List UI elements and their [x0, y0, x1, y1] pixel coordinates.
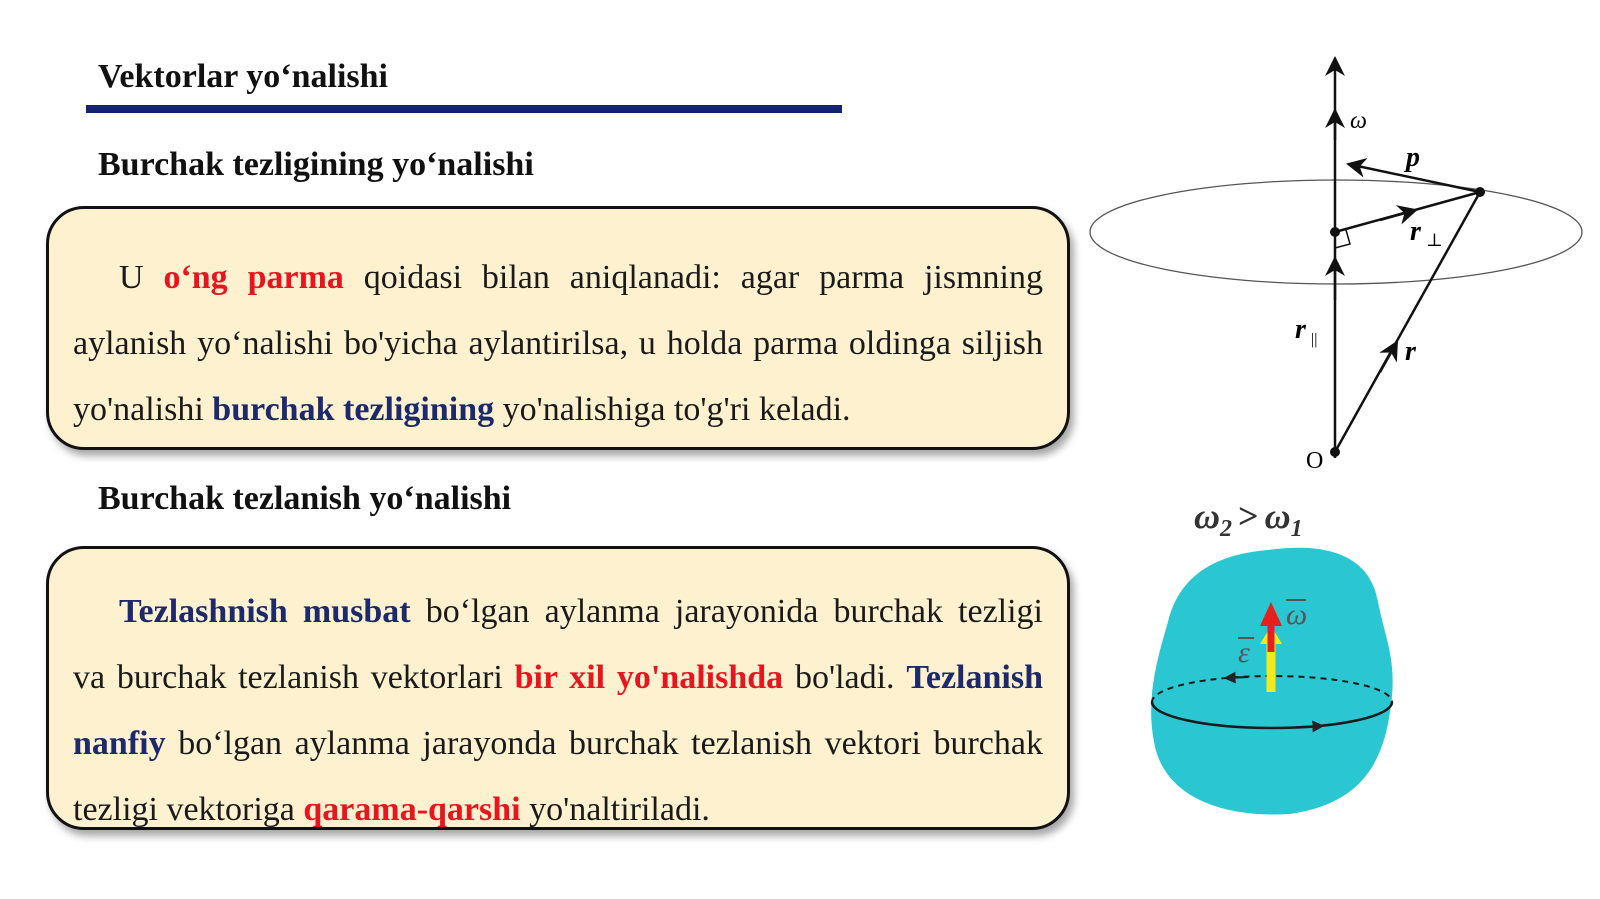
sphere-diagram: [1150, 492, 1440, 832]
paragraph-text: bo‘lgan aylanma jarayonda burchak tezlanish vektori burchak tezligi vektoriga: [73, 725, 1043, 828]
angular-velocity-box: [46, 206, 1070, 450]
r-perp-subscript: ⊥: [1426, 230, 1443, 250]
page-title: Vektorlar yo‘nalishi: [98, 58, 388, 95]
section-heading-angular-velocity: Burchak tezligining yo‘nalishi: [98, 146, 534, 183]
r-vector-arrow: [1380, 342, 1397, 372]
rotation-vector-diagram: [1080, 40, 1600, 490]
paragraph-text: bo‘lgan aylanma jarayonida burchak tezligi va burchak tezlanish vektorlari: [73, 593, 1044, 696]
angular-acceleration-paragraph: [73, 579, 1043, 843]
omega-label: ω: [1350, 108, 1367, 134]
highlight-negative-acceleration: Tezlanish nanfiy: [73, 659, 1043, 762]
angular-acceleration-box: [46, 546, 1070, 830]
r-parallel-label: r: [1295, 314, 1306, 345]
paragraph-text: qoidasi bilan aniqlanadi: agar parma jismning aylanish yo‘nalishi bo'yicha aylantirilsa, u holda parma oldinga siljish yo'nalishi: [73, 259, 1043, 428]
r-vector: [1335, 192, 1480, 452]
origin-point: [1330, 447, 1340, 457]
highlight-angular-velocity: burchak tezligining: [212, 391, 495, 428]
highlight-same-direction: bir xil yo'nalishda: [514, 659, 784, 696]
highlight-positive-acceleration: Tezlashnish musbat: [119, 593, 411, 630]
title-underline: [86, 105, 842, 113]
paragraph-text: bo'ladi.: [783, 659, 907, 696]
r-label: r: [1405, 336, 1416, 367]
caption-omega2: $\omega_2 > \omega_1$: [1194, 496, 1303, 542]
p-label: p: [1406, 142, 1420, 173]
equator-arrow: [1300, 726, 1322, 727]
sphere-epsilon-label: ε: [1238, 636, 1250, 669]
paragraph-text: yo'naltiriladi.: [520, 791, 710, 828]
section-heading-angular-acceleration: Burchak tezlanish yo‘nalishi: [98, 480, 512, 517]
equator-back-arrow: [1226, 677, 1248, 678]
paragraph-text: yo'nalishiga to'g'ri keladi.: [494, 391, 851, 428]
highlight-right-screw: o‘ng parma: [163, 259, 344, 296]
paragraph-text: U: [119, 259, 164, 296]
angular-velocity-paragraph: [73, 245, 1043, 443]
sphere-omega-label: ω: [1286, 598, 1308, 631]
center-point: [1330, 227, 1340, 237]
origin-label: O: [1306, 448, 1324, 474]
tip-point: [1475, 187, 1485, 197]
highlight-opposite: qarama-qarshi: [303, 791, 521, 828]
r-parallel-subscript: ||: [1311, 331, 1318, 348]
r-perp-label: r: [1410, 216, 1421, 247]
